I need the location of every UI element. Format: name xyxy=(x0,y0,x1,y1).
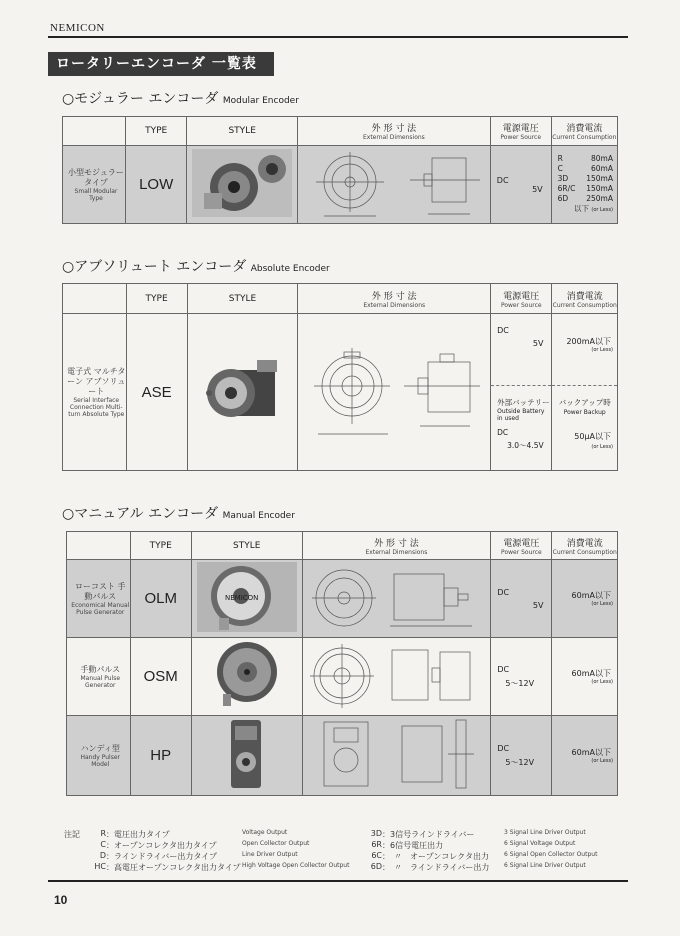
notes-right-list xyxy=(364,829,614,873)
low-current-code: 3D xyxy=(557,174,569,183)
table-row-low xyxy=(63,146,618,224)
header-power-source xyxy=(490,117,551,146)
low-current-list xyxy=(552,154,617,204)
header-style: STYLE xyxy=(191,532,302,560)
ase-battery-dc: DC xyxy=(497,428,509,437)
osm-name-jp: 手動パルス xyxy=(80,664,121,674)
header-cc-en: Current Consumption xyxy=(552,301,617,309)
ase-backup-en: Power Backup xyxy=(563,409,606,416)
table-header-row xyxy=(63,284,618,314)
hp-current xyxy=(552,716,618,796)
note-item-left xyxy=(88,851,358,862)
osm-dimension-drawing xyxy=(302,638,491,716)
low-name-jp: 小型モジュラー タイプ xyxy=(68,167,124,187)
section-title-modular xyxy=(62,88,299,108)
note-code: D xyxy=(99,851,106,860)
ase-battery xyxy=(491,386,551,451)
header-dim-en: External Dimensions xyxy=(365,548,428,556)
low-current-value: 80mA xyxy=(591,154,613,163)
hp-name-jp: ハンディ型 xyxy=(80,743,120,753)
ase-name-jp: 電子式 マルチターン アブソリュート xyxy=(67,366,126,396)
ase-cc-main xyxy=(552,314,617,386)
low-ps-v: 5V xyxy=(532,184,543,194)
ase-battery-jp: 外部バッテリー xyxy=(497,398,550,407)
header-blank xyxy=(67,532,131,560)
hp-cc-value: 60mA以下 xyxy=(571,748,611,757)
header-ps-en: Power Source xyxy=(500,134,542,141)
note-jp: ：オープンコレクタ出力タイプ xyxy=(106,841,217,850)
osm-cc-value: 60mA以下 xyxy=(571,669,611,678)
note-item-right xyxy=(364,862,614,873)
ase-battery-en2: in used xyxy=(497,415,519,422)
table-header-row xyxy=(67,532,618,560)
header-blank xyxy=(63,284,127,314)
section-title-manual-en: Manual Encoder xyxy=(222,511,295,521)
header-ps-jp: 電源電圧 xyxy=(502,124,539,134)
note-jp: ：電圧出力タイプ xyxy=(106,830,170,839)
osm-name xyxy=(67,638,131,716)
section-title-absolute-jp: ○アブソリュート エンコーダ xyxy=(62,259,247,275)
ase-name-en: Serial Interface Connection Multi-turn Absolute Type xyxy=(68,396,125,418)
note-en: 3 Signal Line Driver Output xyxy=(504,829,586,836)
modular-encoder-table xyxy=(62,116,618,224)
ase-ps-main xyxy=(491,314,551,386)
olm-name-en: Economical Manual Pulse Generator xyxy=(71,601,130,616)
notes-left-list xyxy=(88,829,358,873)
header-cc-jp: 消費電流 xyxy=(566,538,603,549)
low-current-code: 6D xyxy=(557,194,569,203)
header-cc-jp: 消費電流 xyxy=(566,291,603,302)
low-current-row xyxy=(552,154,617,164)
header-dim-jp: 外 形 寸 法 xyxy=(374,538,419,549)
header-type: TYPE xyxy=(125,117,186,146)
header-ps-en: Power Source xyxy=(501,548,542,556)
section-title-absolute xyxy=(62,256,330,276)
note-code: 6D xyxy=(370,862,382,871)
ase-cc-value: 200mA以下 xyxy=(566,337,611,346)
olm-cc-value: 60mA以下 xyxy=(571,591,611,600)
osm-power-source xyxy=(491,638,552,716)
absolute-encoder-table xyxy=(62,283,618,471)
hp-name-en: Handy Pulser Model xyxy=(80,753,121,768)
low-name xyxy=(63,146,126,224)
hp-type: HP xyxy=(130,716,191,796)
top-rule xyxy=(48,36,628,38)
low-current-code: C xyxy=(557,164,563,173)
header-dim-jp: 外 形 寸 法 xyxy=(371,291,417,302)
note-item-right xyxy=(364,840,614,851)
note-item-left xyxy=(88,829,358,840)
hp-name xyxy=(67,716,131,796)
low-current-value: 60mA xyxy=(591,164,613,173)
olm-photo-logo: NEMICON xyxy=(224,594,259,602)
ase-backup-note: (or Less) xyxy=(591,444,613,450)
note-item-right xyxy=(364,851,614,862)
low-current-code: 6R/C xyxy=(557,184,576,193)
header-current xyxy=(551,117,617,146)
header-ps-en: Power Source xyxy=(500,301,542,309)
osm-name-en: Manual Pulse Generator xyxy=(80,674,121,689)
header-power-source xyxy=(491,284,552,314)
low-current-code: R xyxy=(557,154,563,163)
low-cc-note-en: (or Less) xyxy=(591,207,613,213)
hp-power-source xyxy=(491,716,552,796)
ase-dimension-drawing xyxy=(298,314,491,471)
section-title-manual-jp: ○マニュアル エンコーダ xyxy=(62,506,219,522)
table-row-hp xyxy=(67,716,618,796)
low-ps-dc: DC xyxy=(496,175,509,185)
ase-cc-note: (or Less) xyxy=(591,347,613,353)
header-style: STYLE xyxy=(187,284,298,314)
ase-product-photo xyxy=(187,314,298,471)
table-row-ase xyxy=(63,314,618,471)
osm-current xyxy=(552,638,618,716)
section-title-manual xyxy=(62,503,295,523)
header-dimensions xyxy=(302,532,491,560)
note-en: 6 Signal Voltage Output xyxy=(504,840,576,847)
header-cc-jp: 消費電流 xyxy=(566,124,603,134)
header-style: STYLE xyxy=(187,117,298,146)
ase-backup-jp: バックアップ時 xyxy=(558,398,611,407)
olm-name-jp: ローコスト 手動パルス xyxy=(74,581,126,601)
olm-cc-note: (or Less) xyxy=(591,601,613,607)
low-cc-note-jp: 以下 xyxy=(574,204,590,213)
olm-ps-v: 5V xyxy=(532,600,544,610)
ase-battery-en1: Outside Battery xyxy=(497,408,545,415)
ase-backup-value: 50μA以下 xyxy=(574,432,611,441)
note-code: HC xyxy=(94,862,106,871)
ase-backup xyxy=(552,386,617,452)
note-jp: ：ラインドライバー出力タイプ xyxy=(106,852,217,861)
low-current-note xyxy=(552,204,617,215)
note-code: 3D xyxy=(370,829,382,838)
table-header-row xyxy=(63,117,618,146)
manual-encoder-table xyxy=(66,531,618,796)
note-code: R xyxy=(100,829,106,838)
note-en: 6 Signal Line Driver Output xyxy=(504,862,586,869)
ase-name xyxy=(63,314,127,471)
note-item-right xyxy=(364,829,614,840)
note-en: Voltage Output xyxy=(242,829,288,836)
olm-type: OLM xyxy=(130,560,191,638)
hp-ps-v: 5～12V xyxy=(505,757,535,767)
section-title-absolute-en: Absolute Encoder xyxy=(250,264,330,274)
note-item-left xyxy=(88,862,358,873)
header-type: TYPE xyxy=(130,532,191,560)
brand-logo-text: NEMICON xyxy=(50,22,105,34)
low-current-row xyxy=(552,164,617,174)
osm-ps-dc: DC xyxy=(497,664,510,674)
page-banner-title: ロータリーエンコーダ 一覧表 xyxy=(48,52,274,76)
section-title-modular-jp: ○モジュラー エンコーダ xyxy=(62,91,219,107)
hp-ps-dc: DC xyxy=(497,743,510,753)
osm-product-photo xyxy=(191,638,302,716)
note-jp: ：高電圧オープンコレクタ出力タイプ xyxy=(106,863,241,872)
olm-current xyxy=(552,560,618,638)
note-en: Open Collector Output xyxy=(242,840,310,847)
section-title-modular-en: Modular Encoder xyxy=(222,96,299,106)
low-current-value: 250mA xyxy=(586,194,613,203)
notes-label: 注記 xyxy=(64,830,80,839)
olm-power-source xyxy=(491,560,552,638)
osm-ps-v: 5～12V xyxy=(505,678,535,688)
header-dimensions xyxy=(298,117,491,146)
low-dimension-drawing xyxy=(298,146,491,224)
note-item-left xyxy=(88,840,358,851)
low-power-source xyxy=(490,146,551,224)
osm-type: OSM xyxy=(130,638,191,716)
ase-ps-dc: DC xyxy=(497,326,509,335)
header-dimensions xyxy=(298,284,491,314)
header-ps-jp: 電源電圧 xyxy=(503,291,540,302)
low-current-row xyxy=(552,194,617,204)
low-current xyxy=(551,146,617,224)
ase-power-source xyxy=(491,314,552,471)
hp-cc-note: (or Less) xyxy=(591,758,613,764)
osm-cc-note: (or Less) xyxy=(591,679,613,685)
olm-name xyxy=(67,560,131,638)
ase-current xyxy=(552,314,618,471)
note-jp: ： 〃 オープンコレクタ出力 xyxy=(382,852,489,861)
page-number: 10 xyxy=(54,893,68,907)
header-cc-en: Current Consumption xyxy=(552,548,617,556)
table-row-osm xyxy=(67,638,618,716)
low-current-value: 150mA xyxy=(586,184,613,193)
bottom-rule xyxy=(48,880,628,882)
header-current xyxy=(552,532,618,560)
table-row-olm xyxy=(67,560,618,638)
low-current-row xyxy=(552,184,617,194)
header-cc-en: Current Consumption xyxy=(552,134,617,141)
header-ps-jp: 電源電圧 xyxy=(503,538,540,549)
note-jp: ：6信号電圧出力 xyxy=(382,841,444,850)
ase-ps-v: 5V xyxy=(532,339,544,348)
ase-type: ASE xyxy=(126,314,187,471)
note-jp: ： 〃 ラインドライバー出力 xyxy=(382,863,490,872)
header-blank xyxy=(63,117,126,146)
low-name-en: Small Modular Type xyxy=(74,187,118,202)
low-current-value: 150mA xyxy=(586,174,613,183)
note-en: Line Driver Output xyxy=(242,851,298,858)
note-code: 6R xyxy=(371,840,382,849)
low-current-row xyxy=(552,174,617,184)
hp-product-photo xyxy=(191,716,302,796)
low-product-photo xyxy=(187,146,298,224)
olm-ps-dc: DC xyxy=(497,587,510,597)
olm-product-photo xyxy=(191,560,302,638)
header-dim-jp: 外 形 寸 法 xyxy=(371,124,417,134)
note-jp: ：3信号ラインドライバー xyxy=(382,830,475,839)
ase-battery-v: 3.0～4.5V xyxy=(507,441,544,450)
header-current xyxy=(552,284,618,314)
header-power-source xyxy=(491,532,552,560)
note-code: C xyxy=(100,840,106,849)
low-type: LOW xyxy=(125,146,186,224)
header-dim-en: External Dimensions xyxy=(363,301,426,309)
hp-dimension-drawing xyxy=(302,716,491,796)
note-code: 6C xyxy=(371,851,382,860)
olm-dimension-drawing xyxy=(302,560,491,638)
header-type: TYPE xyxy=(126,284,187,314)
header-dim-en: External Dimensions xyxy=(362,134,425,141)
note-en: High Voltage Open Collector Output xyxy=(242,862,350,869)
note-en: 6 Signal Open Collector Output xyxy=(504,851,598,858)
